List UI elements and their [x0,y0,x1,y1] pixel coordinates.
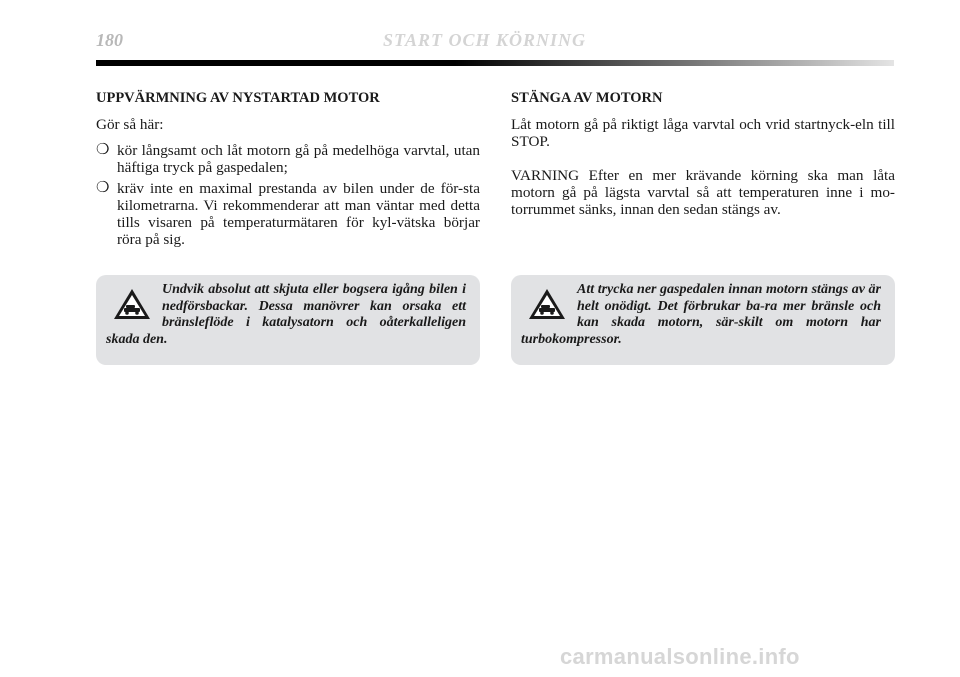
section-heading-warmup: UPPVÄRMNING AV NYSTARTAD MOTOR [96,90,380,106]
paragraph: Låt motorn gå på riktigt låga varvtal och vrid startnyck-eln till STOP. [511,116,895,150]
warning-box-right [511,275,895,365]
bullet-circle-icon: ❍ [96,180,110,196]
warning-text: Att trycka ner gaspedalen innan motorn stängs av är helt onödigt. Det förbrukar ba-ra mer bränsle och kan skada motorn, sär-skilt om motorn har turbokompressor. [521,282,881,347]
warning-triangle-icon [527,287,567,321]
page-number: 180 [96,30,123,50]
warning-triangle-icon [112,287,152,321]
header-rule [96,60,894,66]
bullet-circle-icon: ❍ [96,142,110,158]
section-heading-shutdown: STÄNGA AV MOTORN [511,90,663,106]
watermark: carmanualsonline.info [560,644,800,669]
list-item [96,180,480,248]
list-item-text: kör långsamt och låt motorn gå på medelhöga varvtal, utan häftiga tryck på gaspedalen; [117,142,480,176]
paragraph: VARNING Efter en mer krävande körning ska man låta motorn gå på lägsta varvtal så att temperaturen inne i mo-torrummet sänks, innan den sedan stängs av. [511,167,895,218]
right-column [511,90,895,227]
warning-text: Undvik absolut att skjuta eller bogsera igång bilen i nedförsbackar. Dessa manövrer kan orsaka ett bränsleflöde i katalysatorn och oåterkalleligen skada den. [106,282,466,347]
list-item [96,142,480,176]
list-item-text: kräv inte en maximal prestanda av bilen under de för-sta kilometrarna. Vi rekommenderar att man väntar med detta tills visaren på temperaturmätaren för kyl-vätska börjar röra på sig. [117,180,480,248]
chapter-title: START OCH KÖRNING [383,30,587,50]
intro-text: Gör så här: [96,116,164,133]
warning-box-left [96,275,480,365]
left-column [96,90,480,252]
